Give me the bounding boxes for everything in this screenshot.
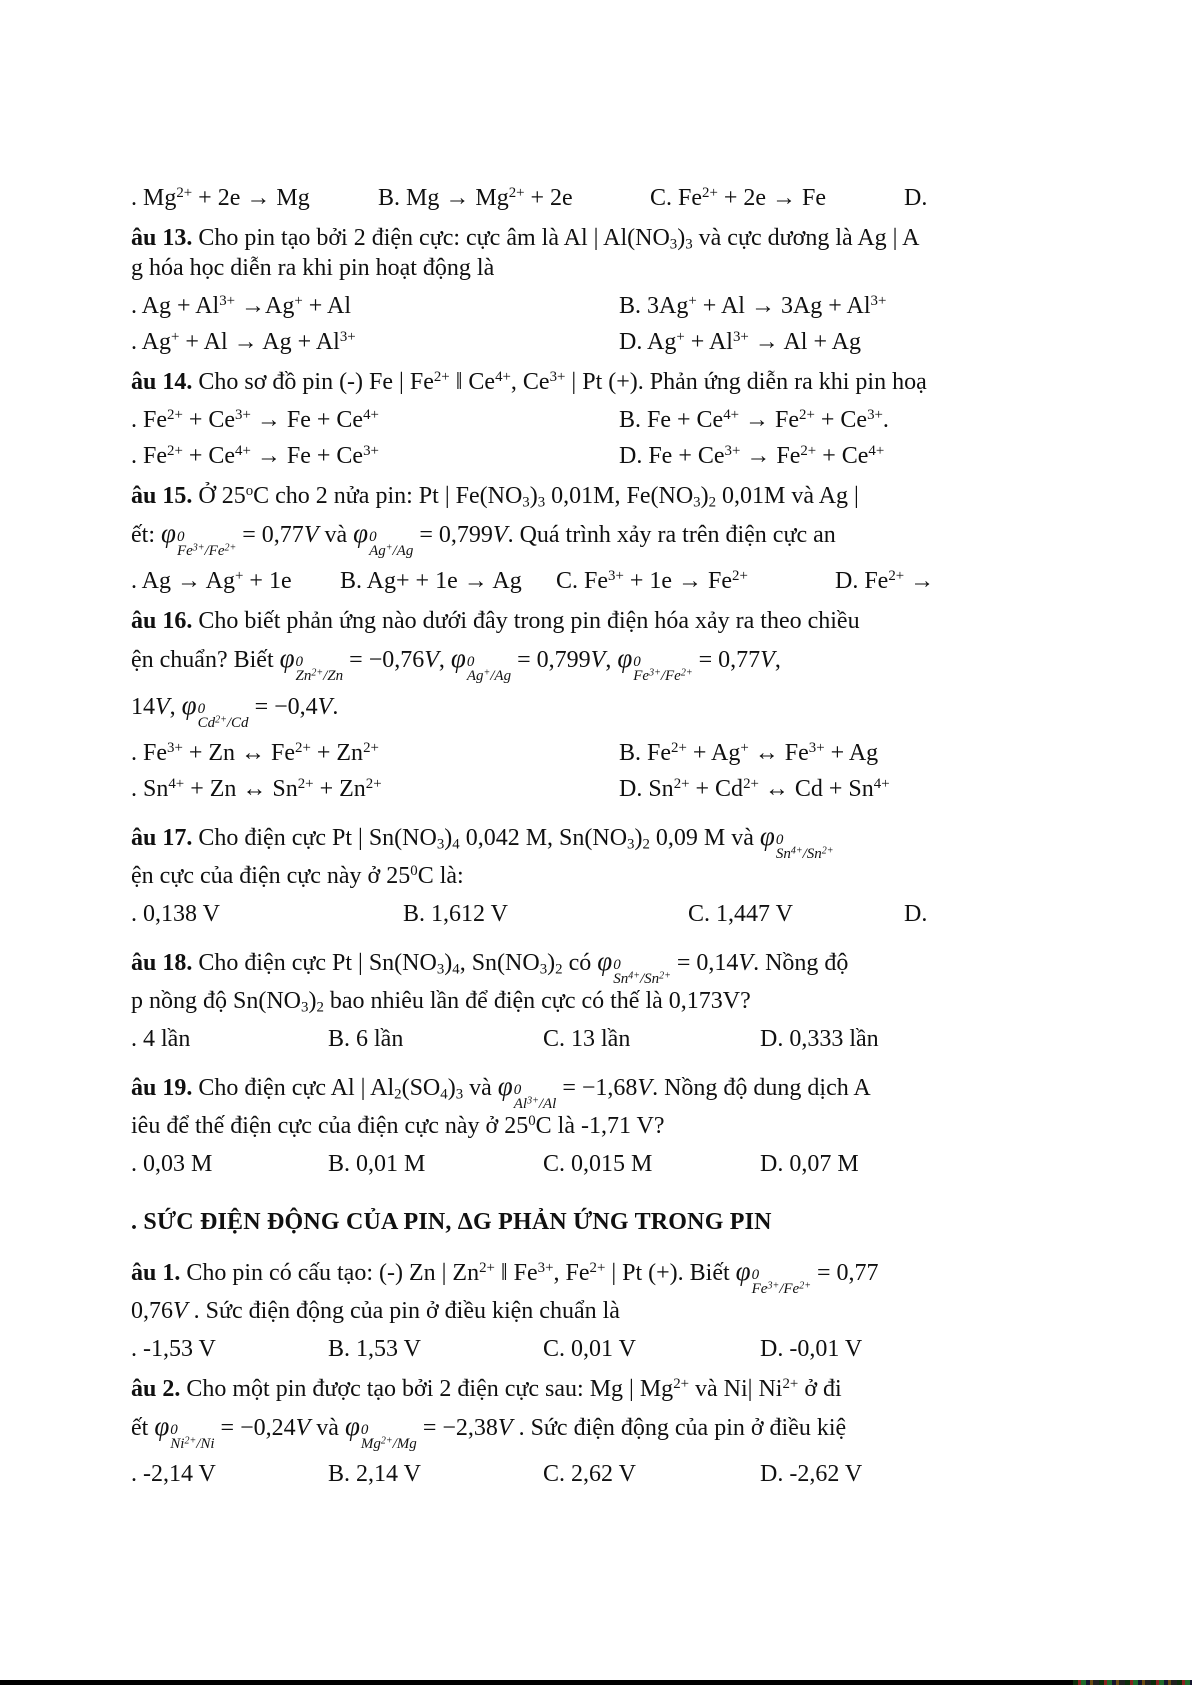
answer-option: D. $Ag^+ + Al^{3+} \to Al + Ag$ <box>619 328 861 355</box>
document-content <box>131 175 1192 1489</box>
answer-option: . -1,53 V <box>131 1336 216 1362</box>
electrode-potential-symbol: φ 0 $Fe^{3+}/Fe^{2+}$ <box>735 1256 811 1297</box>
question-number: âu 18. <box>131 950 193 976</box>
answer-option: . $Mg^{2+} + 2e \to Mg$ <box>131 184 310 211</box>
answer-option: D. $Fe + Ce^{3+} \to Fe^{2+} + Ce^{4+}$ <box>619 442 885 469</box>
question-line: âu 15. Ở 25$^o$C cho 2 nửa pin: Pt | $Fe(NO_3)_3$ 0,01M, $Fe(NO_3)_2$ 0,01M và Ag | <box>131 482 859 511</box>
question-block <box>131 814 1192 891</box>
answer-options-row <box>131 291 1192 321</box>
question-line: ện chuẩn? Biết φ 0 $Zn^{2+}/Zn$ = −0,76V, φ 0 Ag+/Ag = 0,799V, φ 0 $Fe^{3+}/Fe^{2+}$ = 0,77V, <box>131 643 781 684</box>
question-line: ết: φ 0 $Fe^{3+}/Fe^{2+}$ = 0,77V và φ 0 Ag+/Ag = 0,799V. Quá trình xảy ra trên điện cực an <box>131 518 836 559</box>
answer-option: D. 0,333 lần <box>760 1026 879 1052</box>
answer-option: B. 2,14 V <box>328 1461 421 1487</box>
electrode-potential-symbol: φ 0 $Ni^{2+}/Ni$ <box>154 1411 215 1452</box>
question-block <box>131 1374 1192 1451</box>
answer-option: . 0,138 V <box>131 901 220 927</box>
answer-options-row <box>131 327 1192 357</box>
question-line: ết φ 0 $Ni^{2+}/Ni$ = −0,24V và φ 0 $Mg^{2+}/Mg$ = −2,38V . Sức điện động của pin ở điều kiệ <box>131 1411 847 1452</box>
question-line: âu 14. Cho sơ đồ pin (-) Fe | $Fe^{2+}$ ‖ $Ce^{4+}$, $Ce^{3+}$ | Pt (+). Phản ứng diễn ra khi pin hoạ <box>131 368 927 395</box>
answer-option: B. $Mg \to Mg^{2+} + 2e$ <box>378 184 573 211</box>
question-line: 0,76V . Sức điện động của pin ở điều kiện chuẩn là <box>131 1298 620 1324</box>
answer-option: B. 6 lần <box>328 1026 404 1052</box>
electrode-potential-symbol: φ 0 $Cd^{2+}/Cd$ <box>181 690 249 731</box>
question-line: âu 2. Cho một pin được tạo bởi 2 điện cực sau: Mg | $Mg^{2+}$ và Ni| $Ni^{2+}$ ở đi <box>131 1375 842 1402</box>
section-header: . SỨC ĐIỆN ĐỘNG CỦA PIN, ΔG PHẢN ỨNG TRONG PIN <box>131 1209 772 1235</box>
question-block <box>131 606 1192 730</box>
answer-options-row <box>131 1459 1192 1489</box>
question-line: âu 18. Cho điện cực Pt | $Sn(NO_3)_4$, $Sn(NO_3)_2$ có φ 0 $Sn^{4+}/Sn^{2+}$ = 0,14V. Nồng độ <box>131 946 849 987</box>
answer-option: . $Fe^{3+} + Zn$ ↔ $Fe^{2+} + Zn^{2+}$ <box>131 739 379 766</box>
question-line: ện cực của điện cực này ở $25^0C$ là: <box>131 862 464 889</box>
answer-option: D. $Fe^{2+}$ → <box>835 567 935 594</box>
answer-option: . $Fe^{2+} + Ce^{3+} \to Fe + Ce^{4+}$ <box>131 406 379 433</box>
answer-option: C. 2,62 V <box>543 1461 636 1487</box>
answer-options-row <box>131 405 1192 435</box>
answer-option: C. $Fe^{3+} + 1e \to Fe^{2+}$ <box>556 567 748 594</box>
question-line: iêu để thế điện cực của điện cực này ở $25^0C$ là -1,71 V? <box>131 1112 665 1139</box>
question-line: âu 13. Cho pin tạo bởi 2 điện cực: cực âm là Al | $Al(NO_3)_3$ và cực dương là Ag | A <box>131 225 920 253</box>
question-line: 14V, φ 0 $Cd^{2+}/Cd$ = −0,4V. <box>131 690 339 731</box>
answer-option: D. -0,01 V <box>760 1336 863 1362</box>
question-block <box>131 223 1192 283</box>
answer-options-row <box>131 566 1192 596</box>
answer-option: D. <box>904 185 928 211</box>
question-number: âu 16. <box>131 608 193 634</box>
electrode-potential-symbol: φ 0 $Fe^{3+}/Fe^{2+}$ <box>161 518 237 559</box>
answer-option: B. Ag+ + 1e → Ag <box>340 568 522 594</box>
question-number: âu 19. <box>131 1075 193 1101</box>
answer-option: C. 1,447 V <box>688 901 793 927</box>
question-block <box>131 1249 1192 1326</box>
answer-option: . 4 lần <box>131 1026 191 1052</box>
answer-options-row <box>131 774 1192 804</box>
answer-option: D. $Sn^{2+} + Cd^{2+}$ ↔ $Cd + Sn^{4+}$ <box>619 775 890 802</box>
answer-options-row <box>131 1334 1192 1364</box>
scan-artifact-bar <box>0 1680 1073 1685</box>
question-block <box>131 367 1192 397</box>
question-block <box>131 1064 1192 1141</box>
answer-option: D. 0,07 M <box>760 1151 859 1177</box>
question-number: âu 14. <box>131 369 193 395</box>
electrode-potential-symbol: φ 0 $Fe^{3+}/Fe^{2+}$ <box>617 643 693 684</box>
question-line: g hóa học diễn ra khi pin hoạt động là <box>131 255 495 281</box>
question-line: âu 17. Cho điện cực Pt | $Sn(NO_3)_4$ 0,042 M, $Sn(NO_3)_2$ 0,09 M và φ 0 $Sn^{4+}/Sn^{2+}$ <box>131 821 834 862</box>
question-number: âu 13. <box>131 225 193 251</box>
answer-option: . $Sn^{4+} + Zn$ ↔ $Sn^{2+} + Zn^{2+}$ <box>131 775 382 802</box>
question-number: âu 17. <box>131 825 193 851</box>
answer-option: B. $Fe^{2+} + Ag^+$ ↔ $Fe^{3+} + Ag$ <box>619 739 879 766</box>
electrode-potential-symbol: φ 0 $Zn^{2+}/Zn$ <box>279 643 344 684</box>
answer-option: B. $Fe + Ce^{4+} \to Fe^{2+} + Ce^{3+}$. <box>619 406 889 433</box>
answer-option: . 0,03 M <box>131 1151 213 1177</box>
answer-option: B. 1,53 V <box>328 1336 421 1362</box>
answer-option: C. 13 lần <box>543 1026 631 1052</box>
answer-option: . -2,14 V <box>131 1461 216 1487</box>
answer-option: D. -2,62 V <box>760 1461 863 1487</box>
answer-option: C. 0,01 V <box>543 1336 636 1362</box>
electrode-potential-symbol: φ 0 Ag+/Ag <box>353 518 414 559</box>
answer-options-row <box>131 899 1192 929</box>
answer-options-row <box>131 1024 1192 1054</box>
question-line: âu 1. Cho pin có cấu tạo: (-) Zn | $Zn^{2+}$ ‖ $Fe^{3+}$, $Fe^{2+}$ | Pt (+). Biết φ 0 $Fe^{3+}/Fe^{2+}$ = 0,77 <box>131 1256 879 1297</box>
answer-option: D. <box>904 901 928 927</box>
electrode-potential-symbol: φ 0 $Al^{3+}/Al$ <box>497 1071 557 1112</box>
answer-option: C. $Fe^{2+} + 2e \to Fe$ <box>650 184 827 211</box>
question-number: âu 15. <box>131 483 193 509</box>
answer-option: B. 1,612 V <box>403 901 508 927</box>
electrode-potential-symbol: φ 0 $Sn^{4+}/Sn^{2+}$ <box>759 821 834 862</box>
answer-option: . Ag → Ag+ + 1e <box>131 567 292 594</box>
question-number: âu 1. <box>131 1260 181 1286</box>
answer-options-row <box>131 183 1192 213</box>
answer-options-row <box>131 441 1192 471</box>
question-block <box>131 939 1192 1016</box>
answer-option: . $Ag + Al^{3+} \to Ag^+ + Al$ <box>131 292 351 319</box>
question-line: âu 16. Cho biết phản ứng nào dưới đây trong pin điện hóa xảy ra theo chiều <box>131 608 860 634</box>
question-line: âu 19. Cho điện cực Al | $Al_2(SO_4)_3$ và φ 0 $Al^{3+}/Al$ = −1,68V. Nồng độ dung dịch A <box>131 1071 871 1112</box>
electrode-potential-symbol: φ 0 $Mg^{2+}/Mg$ <box>344 1411 417 1452</box>
answer-option: . $Fe^{2+} + Ce^{4+} \to Fe + Ce^{3+}$ <box>131 442 379 469</box>
answer-option: C. 0,015 M <box>543 1151 653 1177</box>
scan-artifact-noise <box>1073 1680 1192 1685</box>
electrode-potential-symbol: φ 0 Ag+/Ag <box>450 643 512 684</box>
question-number: âu 2. <box>131 1376 181 1402</box>
question-line: p nồng độ $Sn(NO_3)_2$ bao nhiêu lần để điện cực có thế là 0,173V? <box>131 988 751 1016</box>
electrode-potential-symbol: φ 0 $Sn^{4+}/Sn^{2+}$ <box>597 946 671 987</box>
question-block <box>131 481 1192 558</box>
answer-option: . $Ag^+ + Al \to Ag + Al^{3+}$ <box>131 328 356 355</box>
answer-options-row <box>131 738 1192 768</box>
answer-options-row <box>131 1149 1192 1179</box>
answer-option: B. $3Ag^+ + Al \to 3Ag + Al^{3+}$ <box>619 292 887 319</box>
answer-option: B. 0,01 M <box>328 1151 426 1177</box>
